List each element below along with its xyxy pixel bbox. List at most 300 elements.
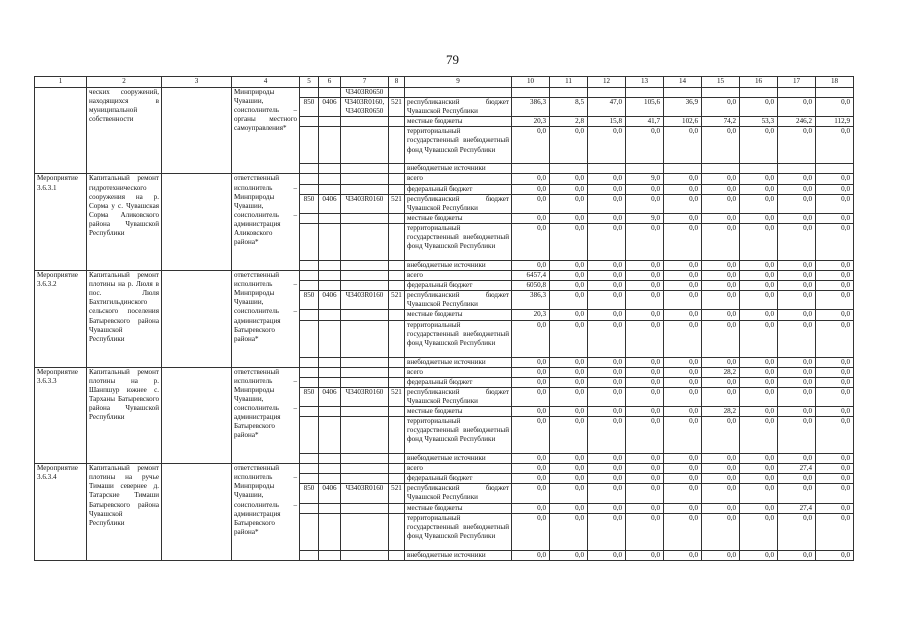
value-cell: 0,0 [778, 387, 816, 406]
value-cell: 0,0 [740, 291, 778, 310]
measure-name: Капитальный ремонт гидротехнического сооружения на р. Сорма у с. Чувашская Сорма Аликовского района Чувашской Республики [87, 174, 162, 271]
vr-cell [389, 417, 405, 454]
header-cell: 16 [740, 77, 778, 88]
value-cell: 28,2 [702, 367, 740, 377]
vr-cell [389, 464, 405, 474]
source-label: республиканский бюджет Чувашской Республики [405, 194, 512, 213]
value-cell: 0,0 [702, 98, 740, 117]
value-cell: 0,0 [664, 271, 702, 281]
value-cell: 53,3 [740, 117, 778, 127]
vr-cell [389, 117, 405, 127]
value-cell: 0,0 [588, 184, 626, 194]
rz-cell: 0406 [319, 484, 341, 503]
header-cell: 10 [512, 77, 550, 88]
value-cell: 0,0 [816, 454, 854, 464]
value-cell: 0,0 [816, 474, 854, 484]
rz-cell [319, 117, 341, 127]
value-cell: 0,0 [816, 174, 854, 184]
value-cell: 0,0 [550, 513, 588, 550]
value-cell: 105,6 [626, 98, 664, 117]
grbs-cell [300, 513, 319, 550]
value-cell: 47,0 [588, 98, 626, 117]
rz-cell: 0406 [319, 98, 341, 117]
rz-cell [319, 464, 341, 474]
source-label: республиканский бюджет Чувашской Республики [405, 484, 512, 503]
value-cell: 0,0 [664, 464, 702, 474]
value-cell: 0,0 [626, 310, 664, 320]
value-cell: 9,0 [626, 213, 664, 223]
value-cell: 0,0 [550, 503, 588, 513]
value-cell: 0,0 [702, 184, 740, 194]
vr-cell: 521 [389, 291, 405, 310]
value-cell: 0,0 [626, 194, 664, 213]
value-cell: 0,0 [626, 406, 664, 416]
value-cell: 0,0 [664, 474, 702, 484]
value-cell: 0,0 [816, 513, 854, 550]
vr-cell [389, 454, 405, 464]
rz-cell [319, 417, 341, 454]
kcsr-cell [341, 550, 389, 560]
rz-cell [319, 406, 341, 416]
value-cell: 0,0 [702, 260, 740, 270]
value-cell: 0,0 [740, 387, 778, 406]
vr-cell: 521 [389, 387, 405, 406]
rz-cell [319, 513, 341, 550]
value-cell: 0,0 [816, 387, 854, 406]
value-cell: 0,0 [816, 194, 854, 213]
value-cell: 0,0 [550, 213, 588, 223]
measure-name: ческих сооружений, находящихся в муниципальной собственности [87, 88, 162, 174]
measure-name: Капитальный ремонт плотины на р. Люля в пос. Люля Бахтигильдинского сельского поселения Батыревского района Чувашской Республики [87, 271, 162, 368]
source-label: внебюджетные источники [405, 357, 512, 367]
value-cell: 0,0 [740, 357, 778, 367]
source-label: территориальный государственный внебюджетный фонд Чувашской Республики [405, 417, 512, 454]
value-cell [816, 164, 854, 174]
rz-cell [319, 271, 341, 281]
kcsr-cell [341, 503, 389, 513]
value-cell: 0,0 [740, 550, 778, 560]
value-cell: 0,0 [512, 213, 550, 223]
source-label: территориальный государственный внебюджетный фонд Чувашской Республики [405, 127, 512, 164]
vr-cell: 521 [389, 194, 405, 213]
vr-cell [389, 320, 405, 357]
rz-cell [319, 454, 341, 464]
vr-cell [389, 174, 405, 184]
value-cell: 0,0 [816, 367, 854, 377]
value-cell: 0,0 [626, 271, 664, 281]
grbs-cell [300, 184, 319, 194]
value-cell: 0,0 [550, 377, 588, 387]
value-cell [626, 88, 664, 98]
source-label: местные бюджеты [405, 503, 512, 513]
value-cell: 0,0 [626, 474, 664, 484]
value-cell: 0,0 [550, 310, 588, 320]
value-cell: 0,0 [816, 291, 854, 310]
value-cell: 0,0 [664, 513, 702, 550]
header-cell: 4 [232, 77, 300, 88]
grbs-cell: 850 [300, 291, 319, 310]
value-cell: 0,0 [550, 454, 588, 464]
table-row [35, 367, 854, 377]
value-cell: 0,0 [664, 406, 702, 416]
rz-cell [319, 127, 341, 164]
grbs-cell [300, 417, 319, 454]
value-cell: 28,2 [702, 406, 740, 416]
source-label: всего [405, 174, 512, 184]
value-cell: 0,0 [588, 454, 626, 464]
value-cell: 0,0 [512, 454, 550, 464]
value-cell: 0,0 [626, 454, 664, 464]
value-cell: 0,0 [702, 291, 740, 310]
rz-cell [319, 213, 341, 223]
kcsr-cell [341, 377, 389, 387]
kcsr-cell: Ч3403R0160, Ч3403R0650 [341, 98, 389, 117]
value-cell: 0,0 [664, 503, 702, 513]
kcsr-cell [341, 417, 389, 454]
value-cell: 0,0 [550, 417, 588, 454]
kcsr-cell [341, 367, 389, 377]
header-cell: 8 [389, 77, 405, 88]
value-cell: 0,0 [512, 184, 550, 194]
kcsr-cell [341, 513, 389, 550]
value-cell: 0,0 [740, 503, 778, 513]
header-cell: 12 [588, 77, 626, 88]
value-cell: 0,0 [588, 387, 626, 406]
value-cell: 0,0 [626, 464, 664, 474]
value-cell: 0,0 [664, 194, 702, 213]
value-cell [702, 88, 740, 98]
source-label: внебюджетные источники [405, 164, 512, 174]
value-cell: 0,0 [740, 513, 778, 550]
vr-cell [389, 127, 405, 164]
value-cell: 0,0 [626, 417, 664, 454]
value-cell: 0,0 [626, 320, 664, 357]
budget-table [34, 76, 854, 561]
value-cell: 0,0 [664, 127, 702, 164]
value-cell [664, 164, 702, 174]
value-cell: 0,0 [626, 550, 664, 560]
value-cell: 0,0 [550, 260, 588, 270]
rz-cell [319, 223, 341, 260]
value-cell: 0,0 [664, 213, 702, 223]
kcsr-cell [341, 117, 389, 127]
value-cell: 0,0 [512, 474, 550, 484]
value-cell: 0,0 [778, 513, 816, 550]
value-cell: 74,2 [702, 117, 740, 127]
source-label: местные бюджеты [405, 406, 512, 416]
value-cell [550, 164, 588, 174]
value-cell: 0,0 [702, 454, 740, 464]
value-cell: 0,0 [550, 194, 588, 213]
grbs-cell: 850 [300, 194, 319, 213]
value-cell: 0,0 [550, 271, 588, 281]
kcsr-cell [341, 223, 389, 260]
value-cell: 0,0 [664, 454, 702, 464]
kcsr-cell [341, 474, 389, 484]
grbs-cell [300, 271, 319, 281]
vr-cell [389, 281, 405, 291]
value-cell: 0,0 [550, 464, 588, 474]
grbs-cell [300, 281, 319, 291]
grbs-cell [300, 127, 319, 164]
vr-cell: 521 [389, 98, 405, 117]
measure-name: Капитальный ремонт плотины на ручье Тимаши севернее д. Татарские Тимаши Батыревского района Чувашской Республики [87, 464, 162, 561]
value-cell: 0,0 [778, 367, 816, 377]
value-cell: 0,0 [740, 281, 778, 291]
vr-cell [389, 271, 405, 281]
vr-cell [389, 260, 405, 270]
value-cell: 0,0 [512, 513, 550, 550]
rz-cell [319, 281, 341, 291]
value-cell: 0,0 [778, 213, 816, 223]
value-cell: 0,0 [664, 484, 702, 503]
value-cell: 0,0 [550, 291, 588, 310]
kcsr-cell [341, 310, 389, 320]
value-cell: 0,0 [816, 127, 854, 164]
rz-cell [319, 88, 341, 98]
grbs-cell [300, 164, 319, 174]
value-cell: 6050,8 [512, 281, 550, 291]
value-cell: 0,0 [740, 174, 778, 184]
value-cell: 0,0 [740, 184, 778, 194]
value-cell: 0,0 [816, 320, 854, 357]
value-cell: 36,9 [664, 98, 702, 117]
kcsr-cell [341, 127, 389, 164]
header-cell: 9 [405, 77, 512, 88]
vr-cell: 521 [389, 484, 405, 503]
value-cell: 0,0 [778, 223, 816, 260]
grbs-cell [300, 503, 319, 513]
vr-cell [389, 164, 405, 174]
kcsr-cell [341, 320, 389, 357]
value-cell: 0,0 [550, 484, 588, 503]
value-cell: 2,8 [550, 117, 588, 127]
value-cell: 0,0 [702, 550, 740, 560]
value-cell: 0,0 [550, 367, 588, 377]
value-cell: 0,0 [778, 194, 816, 213]
value-cell: 0,0 [816, 406, 854, 416]
value-cell: 0,0 [664, 223, 702, 260]
grbs-cell [300, 367, 319, 377]
grbs-cell [300, 117, 319, 127]
value-cell: 0,0 [588, 223, 626, 260]
grbs-cell [300, 260, 319, 270]
value-cell: 0,0 [702, 223, 740, 260]
value-cell: 0,0 [550, 281, 588, 291]
vr-cell [389, 213, 405, 223]
source-label: республиканский бюджет Чувашской Республики [405, 98, 512, 117]
kcsr-cell [341, 281, 389, 291]
value-cell: 0,0 [588, 281, 626, 291]
grbs-cell [300, 88, 319, 98]
value-cell: 0,0 [816, 98, 854, 117]
rz-cell [319, 174, 341, 184]
value-cell: 246,2 [778, 117, 816, 127]
kcsr-cell [341, 174, 389, 184]
value-cell: 0,0 [626, 484, 664, 503]
vr-cell [389, 88, 405, 98]
value-cell: 0,0 [664, 357, 702, 367]
source-label: всего [405, 464, 512, 474]
value-cell: 0,0 [778, 98, 816, 117]
header-cell: 13 [626, 77, 664, 88]
value-cell: 0,0 [664, 377, 702, 387]
value-cell: 0,0 [778, 281, 816, 291]
rz-cell [319, 474, 341, 484]
value-cell: 0,0 [550, 223, 588, 260]
value-cell: 0,0 [778, 260, 816, 270]
value-cell: 0,0 [550, 320, 588, 357]
kcsr-cell: Ч3403R0160 [341, 291, 389, 310]
value-cell: 386,3 [512, 291, 550, 310]
source-label: внебюджетные источники [405, 454, 512, 464]
header-cell: 2 [87, 77, 162, 88]
grbs-cell: 850 [300, 484, 319, 503]
value-cell: 27,4 [778, 464, 816, 474]
value-cell: 9,0 [626, 174, 664, 184]
value-cell: 0,0 [778, 377, 816, 387]
grbs-cell [300, 310, 319, 320]
value-cell: 0,0 [816, 213, 854, 223]
grbs-cell [300, 464, 319, 474]
value-cell: 0,0 [778, 406, 816, 416]
kcsr-cell [341, 164, 389, 174]
value-cell: 0,0 [778, 417, 816, 454]
rz-cell: 0406 [319, 291, 341, 310]
value-cell: 0,0 [626, 260, 664, 270]
value-cell: 0,0 [816, 310, 854, 320]
value-cell: 0,0 [664, 291, 702, 310]
source-label: территориальный государственный внебюджетный фонд Чувашской Республики [405, 513, 512, 550]
value-cell: 0,0 [778, 184, 816, 194]
table-row [35, 464, 854, 474]
grbs-cell [300, 174, 319, 184]
value-cell: 0,0 [550, 406, 588, 416]
executor-cell: Минприроды Чувашии, соисполнитель – органы местного самоуправления* [232, 88, 300, 174]
value-cell [664, 88, 702, 98]
value-cell: 0,0 [740, 406, 778, 416]
value-cell: 0,0 [816, 503, 854, 513]
table-row [35, 271, 854, 281]
value-cell: 0,0 [588, 213, 626, 223]
value-cell: 0,0 [512, 503, 550, 513]
rz-cell [319, 503, 341, 513]
value-cell: 0,0 [588, 513, 626, 550]
value-cell: 0,0 [664, 367, 702, 377]
rz-cell [319, 260, 341, 270]
value-cell: 0,0 [740, 194, 778, 213]
vr-cell [389, 550, 405, 560]
value-cell: 0,0 [740, 213, 778, 223]
value-cell: 0,0 [816, 223, 854, 260]
value-cell [588, 88, 626, 98]
value-cell: 0,0 [626, 281, 664, 291]
value-cell: 0,0 [740, 98, 778, 117]
value-cell: 0,0 [664, 174, 702, 184]
rz-cell [319, 184, 341, 194]
vr-cell [389, 474, 405, 484]
value-cell: 0,0 [740, 454, 778, 464]
source-label: внебюджетные источники [405, 260, 512, 270]
value-cell: 0,0 [702, 213, 740, 223]
value-cell: 0,0 [550, 387, 588, 406]
grbs-cell: 850 [300, 98, 319, 117]
value-cell: 0,0 [778, 174, 816, 184]
value-cell: 0,0 [626, 367, 664, 377]
value-cell: 0,0 [778, 320, 816, 357]
kcsr-cell: Ч3403R0160 [341, 387, 389, 406]
value-cell: 0,0 [702, 127, 740, 164]
rz-cell: 0406 [319, 387, 341, 406]
kcsr-cell: Ч3403R0160 [341, 484, 389, 503]
empty-cell [162, 367, 232, 464]
value-cell: 0,0 [816, 281, 854, 291]
executor-cell: ответственный исполнитель – Минприроды Чувашии, соисполнитель – администрация Батыревского района* [232, 367, 300, 464]
kcsr-cell [341, 260, 389, 270]
kcsr-cell [341, 271, 389, 281]
value-cell: 0,0 [588, 194, 626, 213]
executor-cell: ответственный исполнитель – Минприроды Чувашии, соисполнитель – администрация Аликовского района* [232, 174, 300, 271]
value-cell: 6457,4 [512, 271, 550, 281]
value-cell: 0,0 [740, 310, 778, 320]
value-cell: 0,0 [588, 310, 626, 320]
kcsr-cell [341, 184, 389, 194]
empty-cell [162, 271, 232, 368]
value-cell: 0,0 [664, 417, 702, 454]
value-cell: 0,0 [778, 310, 816, 320]
value-cell: 0,0 [664, 260, 702, 270]
header-cell: 11 [550, 77, 588, 88]
value-cell: 20,3 [512, 310, 550, 320]
value-cell [588, 164, 626, 174]
value-cell: 0,0 [512, 367, 550, 377]
header-cell: 17 [778, 77, 816, 88]
vr-cell [389, 513, 405, 550]
rz-cell [319, 357, 341, 367]
value-cell: 0,0 [740, 484, 778, 503]
grbs-cell [300, 406, 319, 416]
rz-cell [319, 164, 341, 174]
value-cell: 0,0 [588, 503, 626, 513]
value-cell: 0,0 [702, 271, 740, 281]
grbs-cell [300, 454, 319, 464]
source-label: федеральный бюджет [405, 184, 512, 194]
value-cell [778, 88, 816, 98]
value-cell: 0,0 [778, 357, 816, 367]
vr-cell [389, 184, 405, 194]
value-cell: 0,0 [588, 271, 626, 281]
header-cell: 1 [35, 77, 87, 88]
vr-cell [389, 357, 405, 367]
value-cell: 0,0 [740, 464, 778, 474]
table-row [35, 174, 854, 184]
value-cell: 0,0 [588, 291, 626, 310]
value-cell: 0,0 [550, 474, 588, 484]
value-cell: 0,0 [740, 367, 778, 377]
kcsr-cell [341, 406, 389, 416]
value-cell: 0,0 [816, 417, 854, 454]
source-label: территориальный государственный внебюджетный фонд Чувашской Республики [405, 320, 512, 357]
value-cell [740, 88, 778, 98]
executor-cell: ответственный исполнитель – Минприроды Чувашии, соисполнитель – администрация Батыревского района* [232, 271, 300, 368]
value-cell: 0,0 [702, 194, 740, 213]
value-cell: 0,0 [778, 454, 816, 464]
header-cell: 7 [341, 77, 389, 88]
value-cell: 0,0 [588, 474, 626, 484]
source-label: республиканский бюджет Чувашской Республики [405, 291, 512, 310]
value-cell: 0,0 [550, 550, 588, 560]
value-cell: 0,0 [512, 260, 550, 270]
